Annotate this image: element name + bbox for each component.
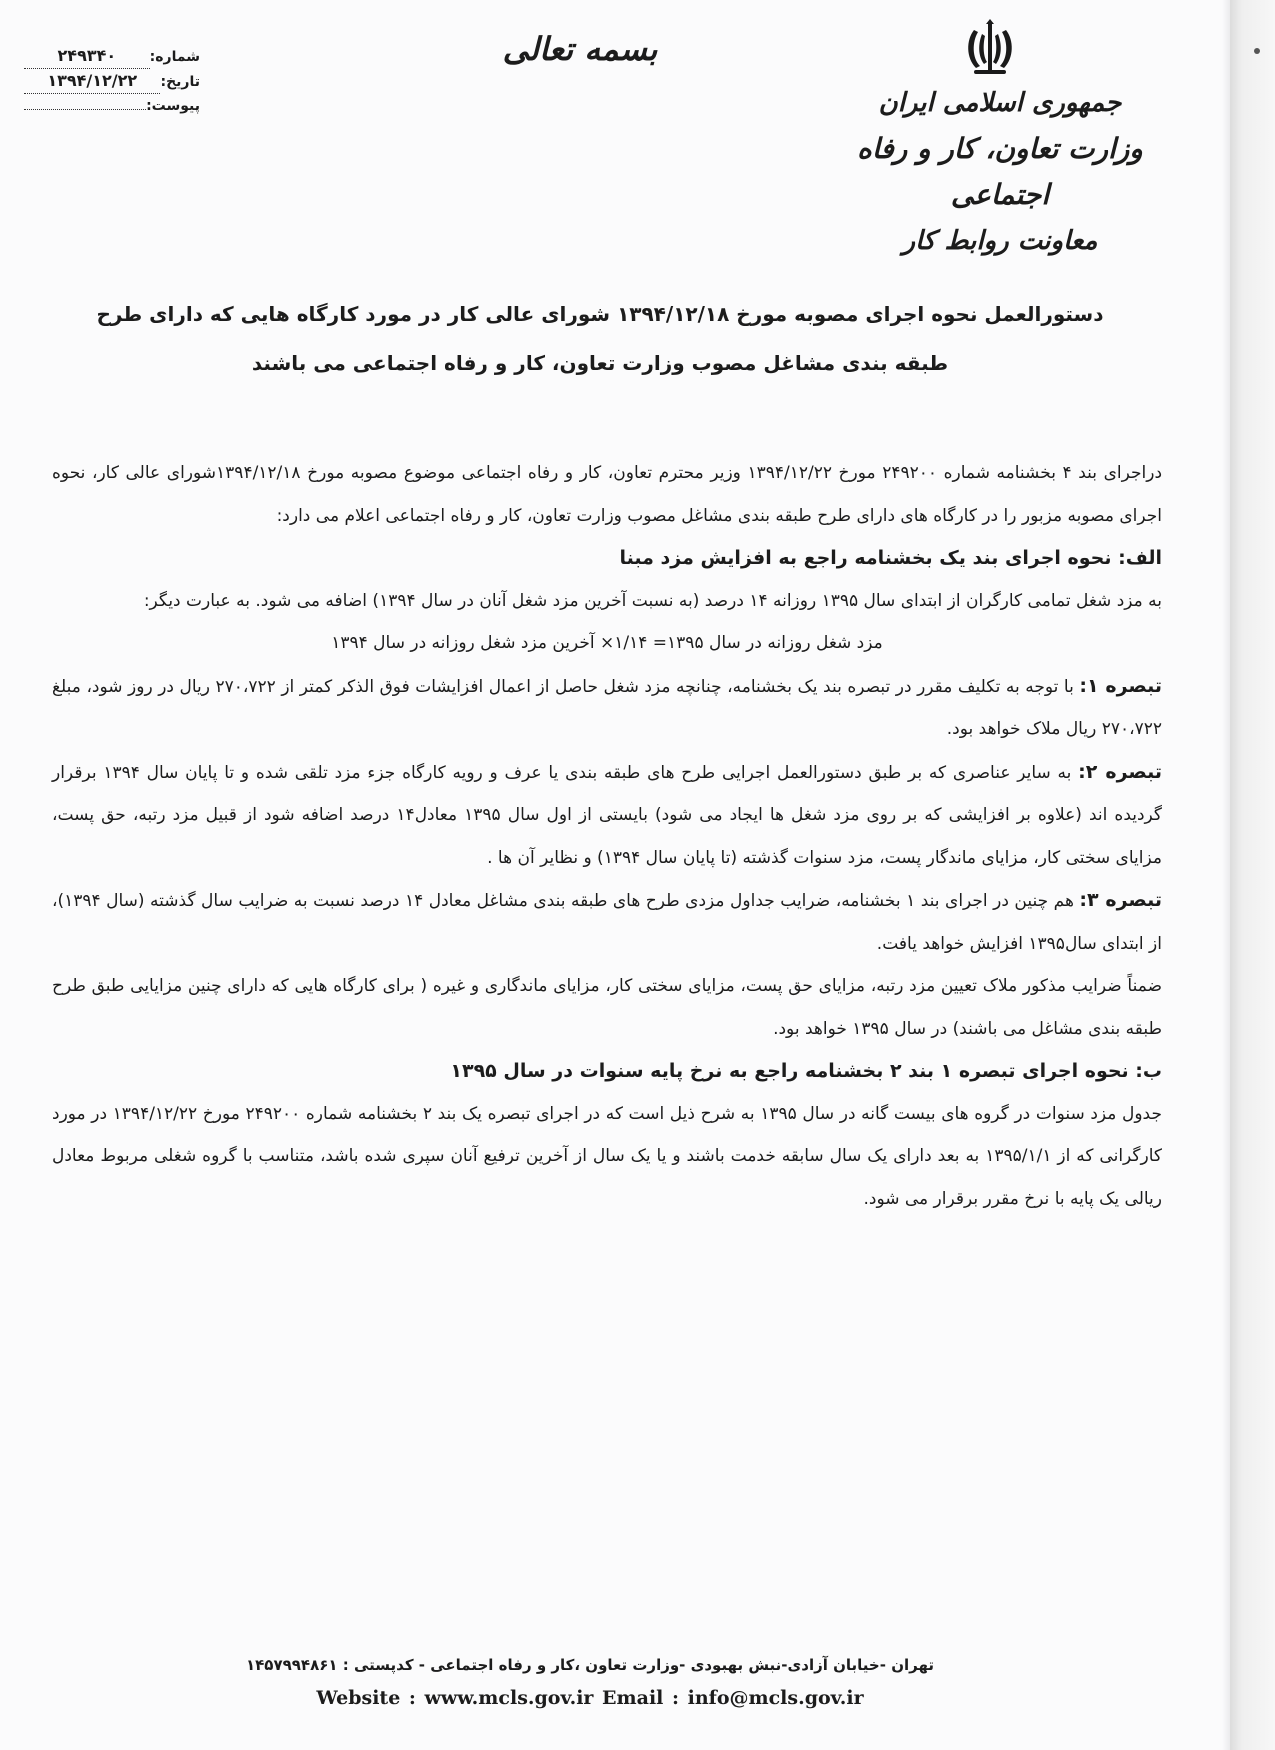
note-3-text: هم چنین در اجرای بند ۱ بخشنامه، ضرایب جداول مزدی طرح های طبقه بندی مشاغل معادل ۱۴ درصد نسبت به ضرایب سال گذشته (سال ۱۳۹۴)، از ابتدای سال۱۳۹۵ افزایش خواهد یافت. <box>52 891 1162 954</box>
title-line-1: دستورالعمل نحوه اجرای مصوبه مورخ ۱۳۹۴/۱۲/۱۸ شورای عالی کار در مورد کارگاه هایی که دارای طرح <box>96 302 1104 326</box>
org-line-2: وزارت تعاون، کار و رفاه اجتماعی <box>857 132 1143 211</box>
note-1 <box>52 665 1162 751</box>
attachment-label: پیوست: <box>146 98 200 114</box>
document-body <box>52 452 1162 1220</box>
footer-address: تهران -خیابان آزادی-نبش بهبودی -وزارت تعاون ،کار و رفاه اجتماعی - کدپستی : ۱۴۵۷۹۹۴۸۶۱ <box>245 1656 935 1674</box>
note-2 <box>52 751 1162 880</box>
intro-paragraph: دراجرای بند ۴ بخشنامه شماره ۲۴۹۲۰۰ مورخ ۱۳۹۴/۱۲/۲۲ وزیر محترم تعاون، کار و رفاه اجتماعی موضوع مصوبه مورخ ۱۳۹۴/۱۲/۱۸شورای عالی کار، نحوه اجرای مصوبه مزبور را در کارگاه های دارای طرح طبقه بندی مشاغل مصوب وزارت تعاون، کار و رفاه اجتماعی اعلام می دارد: <box>52 463 1163 526</box>
note-3-label: تبصره ۳: <box>1079 889 1162 911</box>
iran-emblem-icon <box>960 18 1020 78</box>
note-1-label: تبصره ۱: <box>1079 674 1162 697</box>
org-line-1: جمهوری اسلامی ایران <box>878 88 1122 118</box>
page-edge <box>1230 0 1275 1750</box>
punch-mark <box>1254 48 1260 54</box>
attachment-value <box>24 109 146 110</box>
title-line-2: طبقه بندی مشاغل مصوب وزارت تعاون، کار و رفاه اجتماعی می باشند <box>251 351 949 375</box>
basmala: بسمه تعالی <box>502 30 658 68</box>
wage-formula: مزد شغل روزانه در سال ۱۳۹۵= ۱/۱۴× آخرین مزد شغل روزانه در سال ۱۳۹۴ <box>331 633 883 653</box>
date-row <box>24 69 200 94</box>
footer-website: Website : www.mcls.gov.ir Email : info@mcls.gov.ir <box>316 1687 864 1709</box>
note-3-extra: ضمناً ضرایب مذکور ملاک تعیین مزد رتبه، مزایای حق پست، مزایای سختی کار، مزایای ماندگاری و غیره ( برای کارگاه هایی که دارای چنین مزایایی طبق طرح طبقه بندی مشاغل می باشند) در سال ۱۳۹۵ خواهد بود. <box>52 976 1162 1039</box>
ministry-header <box>820 80 1180 264</box>
document-title <box>70 290 1130 388</box>
note-3 <box>52 879 1162 965</box>
attachment-row <box>24 94 200 118</box>
note-2-text: به سایر عناصری که بر طبق دستورالعمل اجرایی طرح های طبقه بندی یا عرف و رویه کارگاه جزء مزد تلقی شده و تا پایان سال ۱۳۹۴ برقرار گردیده اند (علاوه بر افزایشی که بر روی مزد شغل ها ایجاد می شود) بایستی از اول سال ۱۳۹۵ معادل۱۴ درصد اضافه شود از قبیل مزد رتبه، حق پست، مزایای سختی کار، مزایای ماندگار پست، مزد سنوات گذشته (تا پایان سال ۱۳۹۴) و نظایر آن ها . <box>52 762 1163 868</box>
letter-meta <box>24 44 200 118</box>
date-label: تاریخ: <box>160 74 200 90</box>
page-footer <box>150 1646 1030 1712</box>
note-2-label: تبصره ۲: <box>1078 760 1162 783</box>
org-line-3: معاونت روابط کار <box>902 226 1098 256</box>
date-value: ۱۳۹۴/۱۲/۲۲ <box>24 69 160 94</box>
section-b-paragraph: جدول مزد سنوات در گروه های بیست گانه در سال ۱۳۹۵ به شرح ذیل است که در اجرای تبصره یک بند ۲ بخشنامه شماره ۲۴۹۲۰۰ مورخ ۱۳۹۴/۱۲/۲۲ در مورد کارگرانی که از ۱۳۹۵/۱/۱ به بعد دارای یک سال سابقه خدمت باشند و یا یک سال از آخرین ترفیع آنان سپری شده باشد، متناسب با گروه شغلی مربوط معادل ریالی یک پایه با نرخ مقرر برقرار می شود. <box>52 1103 1163 1209</box>
section-a-paragraph: به مزد شغل تمامی کارگران از ابتدای سال ۱۳۹۵ روزانه ۱۴ درصد (به نسبت آخرین مزد شغل آنان در سال ۱۳۹۴) اضافه می شود. به عبارت دیگر: <box>143 590 1162 611</box>
section-b-heading: ب: نحوه اجرای تبصره ۱ بند ۲ بخشنامه راجع به نرخ پایه سنوات در سال ۱۳۹۵ <box>450 1060 1162 1082</box>
note-1-text: با توجه به تکلیف مقرر در تبصره بند یک بخشنامه، چنانچه مزد شغل حاصل از اعمال افزایشات فوق الذکر کمتر از ۲۷۰،۷۲۲ ریال در روز شود، مبلغ ۲۷۰،۷۲۲ ریال ملاک خواهد بود. <box>52 676 1162 739</box>
number-label: شماره: <box>149 49 200 65</box>
section-a-heading: الف: نحوه اجرای بند یک بخشنامه راجع به افزایش مزد مبنا <box>619 547 1162 569</box>
number-row <box>24 44 200 69</box>
number-value: ۲۴۹۳۴۰ <box>24 44 150 69</box>
